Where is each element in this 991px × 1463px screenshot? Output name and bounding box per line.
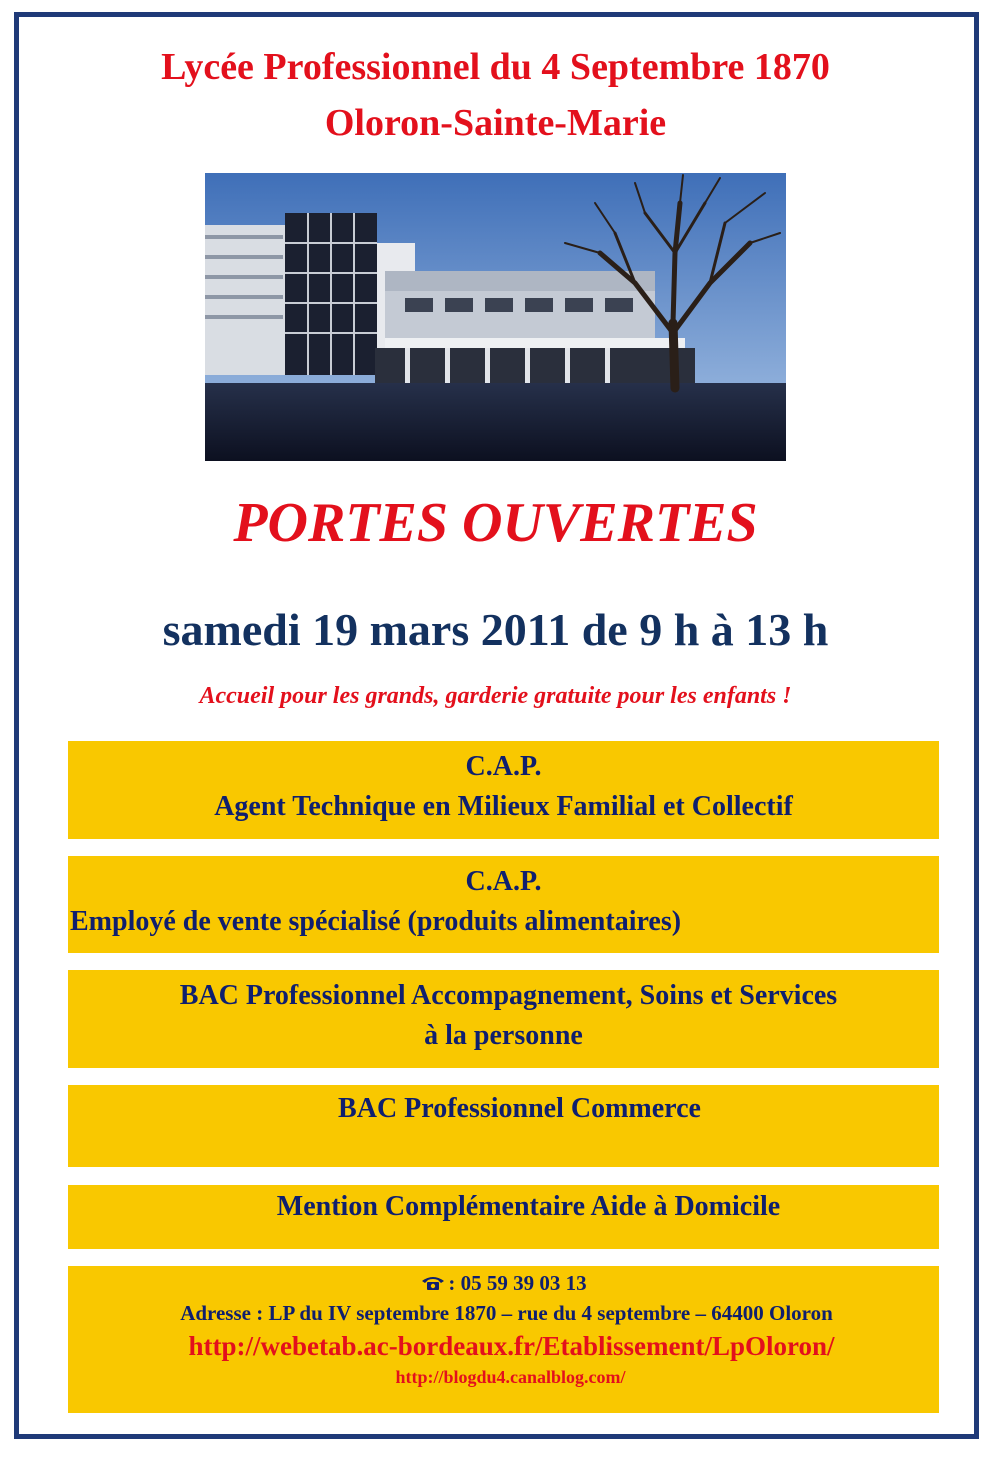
contact-box: [68, 1266, 939, 1413]
website-link[interactable]: http://webetab.ac-bordeaux.fr/Etablissement/LpOloron/: [188, 1331, 835, 1361]
program-box-mention-aide-domicile: [68, 1185, 939, 1249]
program-box-cap-employe-vente: [68, 856, 939, 953]
program-type: C.A.P.: [465, 866, 542, 897]
program-title: Agent Technique en Milieux Familial et Collectif: [214, 791, 793, 822]
program-title: BAC Professionnel Accompagnement, Soins et Services: [179, 980, 838, 1011]
program-title-continued: à la personne: [424, 1020, 583, 1051]
postal-address: Adresse : LP du IV septembre 1870 – rue du 4 septembre – 64400 Oloron: [180, 1301, 833, 1325]
school-city-title: Oloron-Sainte-Marie: [324, 102, 667, 144]
program-type: C.A.P.: [465, 751, 542, 782]
phone-line: [68, 1268, 939, 1298]
program-title: Mention Complémentaire Aide à Domicile: [276, 1191, 781, 1222]
program-title: BAC Professionnel Commerce: [338, 1093, 701, 1124]
program-title: Employé de vente spécialisé (produits alimentaires): [70, 906, 682, 937]
program-box-bac-commerce: [68, 1085, 939, 1167]
phone-number: : 05 59 39 03 13: [448, 1271, 587, 1295]
program-box-cap-agent-technique: [68, 741, 939, 839]
event-tagline: Accueil pour les grands, garderie gratuite pour les enfants !: [199, 683, 792, 709]
program-box-bac-accompagnement: [68, 970, 939, 1068]
telephone-icon: [420, 1274, 446, 1291]
school-name-title: Lycée Professionnel du 4 Septembre 1870: [161, 46, 830, 88]
open-house-headline: PORTES OUVERTES: [233, 492, 758, 554]
school-building-photo: [205, 173, 786, 461]
event-date: samedi 19 mars 2011 de 9 h à 13 h: [162, 604, 829, 655]
blog-link[interactable]: http://blogdu4.canalblog.com/: [395, 1367, 626, 1387]
